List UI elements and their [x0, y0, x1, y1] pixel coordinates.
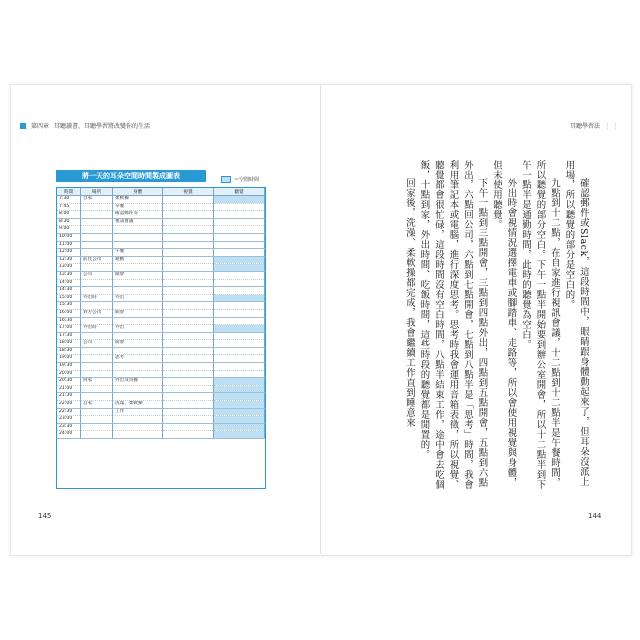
- paragraph-1: 確認郵件或Slack，這段時間中，眼睛跟身體動起來了，但耳朵沒派上用場，所以聽覺的部分是空白的。: [563, 160, 589, 487]
- time-cell: 20:30: [57, 378, 81, 386]
- visual-cell: [163, 256, 214, 264]
- col-header-visual: 視覺: [163, 188, 214, 196]
- time-cell: 16:30: [57, 317, 81, 325]
- time-cell: 20:00: [57, 370, 81, 378]
- table-row: [57, 241, 265, 249]
- table-row: [57, 196, 265, 204]
- visual-cell: [163, 211, 214, 219]
- place-cell: [81, 249, 113, 257]
- col-header-time: 時間: [57, 188, 81, 196]
- time-cell: 21:30: [57, 393, 81, 401]
- table-row: [57, 317, 265, 325]
- audio-cell: [214, 370, 265, 378]
- visual-cell: [163, 340, 214, 348]
- audio-cell: [214, 196, 265, 204]
- audio-cell: [214, 203, 265, 211]
- body-cell: 確認郵件等: [113, 211, 163, 219]
- page-number-right: 144: [588, 512, 602, 520]
- place-cell: [81, 287, 113, 295]
- time-cell: 12:00: [57, 249, 81, 257]
- body-cell: 午餐: [113, 249, 163, 257]
- paragraph-4: 下午一點到三點開會，三點到四點外出，四點到五點開會，五點到六點外出，六點回公司，六點到七點開會，七點到八點半是「思考」時間，我會利用筆記本或電腦，進行深度思考。思考時我會運用音箱表徵，所以視覺、聽覺都會很忙碌，這段時間沒有空白時間，八點半結束工作，途中會去吃個飯，十點到家，外出時間、吃飯時間，這些時段的聽覺都是閒置的。: [418, 160, 488, 490]
- audio-cell: [214, 347, 265, 355]
- time-cell: 8:00: [57, 211, 81, 219]
- legend-label: ＝空閒時間: [234, 177, 260, 183]
- visual-cell: [163, 355, 214, 363]
- place-cell: 前往公司: [81, 256, 113, 264]
- place-cell: [81, 385, 113, 393]
- place-cell: [81, 226, 113, 234]
- body-cell: [113, 332, 163, 340]
- header-decoration: ︙︙: [604, 123, 620, 131]
- visual-cell: [163, 226, 214, 234]
- body-cell: 開會: [113, 271, 163, 279]
- place-cell: 自家: [81, 196, 113, 204]
- audio-cell: [214, 431, 265, 439]
- visual-cell: [163, 363, 214, 371]
- audio-cell: [214, 385, 265, 393]
- table-row: [57, 279, 265, 287]
- table-header-row: [57, 188, 265, 196]
- place-cell: [81, 233, 113, 241]
- col-header-audio: 聽覺: [214, 188, 265, 196]
- place-cell: [81, 431, 113, 439]
- page-gutter: [320, 84, 321, 554]
- body-cell: [113, 363, 163, 371]
- body-cell: 思考: [113, 355, 163, 363]
- chart-title: 將一天的耳朵空閒時間製成圖表: [56, 170, 206, 182]
- time-cell: 9:00: [57, 226, 81, 234]
- paragraph-3: 外出時會視情況選擇電車或腳踏車、走路等，所以會使用視覺與身體，但未使用聽覺。: [491, 160, 517, 488]
- place-cell: [81, 393, 113, 401]
- body-cell: [113, 370, 163, 378]
- table-row: [57, 378, 265, 386]
- audio-cell: [214, 408, 265, 416]
- table-row: [57, 363, 265, 371]
- audio-cell: [214, 241, 265, 249]
- table-row: [57, 431, 265, 439]
- place-cell: 公司: [81, 271, 113, 279]
- visual-cell: [163, 347, 214, 355]
- time-cell: 18:00: [57, 340, 81, 348]
- time-cell: 24:00: [57, 431, 81, 439]
- visual-cell: [163, 287, 214, 295]
- place-cell: [81, 211, 113, 219]
- audio-cell: [214, 401, 265, 409]
- visual-cell: [163, 309, 214, 317]
- audio-cell: [214, 279, 265, 287]
- audio-cell: [214, 218, 265, 226]
- time-cell: 17:00: [57, 325, 81, 333]
- visual-cell: [163, 233, 214, 241]
- time-cell: 23:00: [57, 416, 81, 424]
- place-cell: [81, 347, 113, 355]
- left-running-header: [20, 121, 150, 130]
- place-cell: [81, 203, 113, 211]
- table-row: [57, 271, 265, 279]
- chapter-label: 第四章: [31, 123, 50, 130]
- place-cell: 外出時: [81, 325, 113, 333]
- place-cell: [81, 363, 113, 371]
- body-cell: [113, 302, 163, 310]
- place-cell: [81, 355, 113, 363]
- body-cell: 開會: [113, 309, 163, 317]
- place-cell: 公司: [81, 340, 113, 348]
- audio-cell: [214, 302, 265, 310]
- time-cell: 8:30: [57, 218, 81, 226]
- visual-cell: [163, 249, 214, 257]
- time-cell: 18:30: [57, 347, 81, 355]
- body-text: [354, 160, 590, 495]
- body-cell: [113, 317, 163, 325]
- body-cell: [113, 279, 163, 287]
- audio-cell: [214, 264, 265, 272]
- time-cell: 15:30: [57, 302, 81, 310]
- visual-cell: [163, 317, 214, 325]
- time-cell: 21:00: [57, 385, 81, 393]
- schedule-table: [56, 187, 265, 439]
- table-row: [57, 385, 265, 393]
- body-cell: [113, 241, 163, 249]
- chapter-title: 耳聽讀書、耳聽學習將改變你的生活: [54, 123, 151, 130]
- body-cell: [113, 226, 163, 234]
- table-row: [57, 233, 265, 241]
- time-cell: 13:30: [57, 271, 81, 279]
- visual-cell: [163, 196, 214, 204]
- time-cell: 17:30: [57, 332, 81, 340]
- time-cell: 7:30: [57, 196, 81, 204]
- time-cell: 11:00: [57, 241, 81, 249]
- col-header-place: 場所: [81, 188, 113, 196]
- visual-cell: [163, 271, 214, 279]
- time-cell: 12:30: [57, 256, 81, 264]
- visual-cell: [163, 385, 214, 393]
- place-cell: 外出時: [81, 294, 113, 302]
- chapter-marker-icon: [20, 123, 26, 129]
- table-row: [57, 218, 265, 226]
- audio-cell: [214, 249, 265, 257]
- time-cell: 19:00: [57, 355, 81, 363]
- time-cell: 22:30: [57, 408, 81, 416]
- audio-cell: [214, 317, 265, 325]
- place-cell: [81, 416, 113, 424]
- visual-cell: [163, 279, 214, 287]
- body-cell: [113, 264, 163, 272]
- table-row: [57, 355, 265, 363]
- table-row: [57, 211, 265, 219]
- table-row: [57, 332, 265, 340]
- table-row: [57, 264, 265, 272]
- body-cell: [113, 431, 163, 439]
- chart-legend: [221, 176, 259, 183]
- visual-cell: [163, 393, 214, 401]
- audio-cell: [214, 340, 265, 348]
- visual-cell: [163, 401, 214, 409]
- audio-cell: [214, 355, 265, 363]
- body-cell: [113, 385, 163, 393]
- audio-cell: [214, 294, 265, 302]
- table-row: [57, 347, 265, 355]
- body-cell: 外出及用餐: [113, 378, 163, 386]
- place-cell: [81, 332, 113, 340]
- table-row: [57, 370, 265, 378]
- body-cell: [113, 393, 163, 401]
- body-cell: [113, 287, 163, 295]
- table-row: [57, 226, 265, 234]
- place-cell: [81, 317, 113, 325]
- time-cell: 16:00: [57, 309, 81, 317]
- audio-cell: [214, 332, 265, 340]
- audio-cell: [214, 378, 265, 386]
- audio-cell: [214, 363, 265, 371]
- body-cell: 通勤: [113, 256, 163, 264]
- visual-cell: [163, 423, 214, 431]
- audio-cell: [214, 211, 265, 219]
- visual-cell: [163, 218, 214, 226]
- place-cell: 對方公司: [81, 309, 113, 317]
- legend-swatch: [221, 176, 231, 183]
- paragraph-2: 九點到十二點，在自家進行視訊會議，十二點到十二點半是午餐時間，所以聽覺的部分空白。下午一點半開始要到辦公室開會，所以十二點半到下午一點半是通勤時間，此時的聽覺為空白。: [520, 160, 560, 490]
- table-row: [57, 249, 265, 257]
- visual-cell: [163, 241, 214, 249]
- table-row: [57, 416, 265, 424]
- time-cell: 14:30: [57, 287, 81, 295]
- body-cell: 外出: [113, 294, 163, 302]
- audio-cell: [214, 271, 265, 279]
- time-cell: 15:00: [57, 294, 81, 302]
- place-cell: [81, 408, 113, 416]
- time-cell: 10:00: [57, 233, 81, 241]
- time-cell: 22:00: [57, 401, 81, 409]
- audio-cell: [214, 256, 265, 264]
- visual-cell: [163, 302, 214, 310]
- audio-cell: [214, 423, 265, 431]
- place-cell: [81, 241, 113, 249]
- body-cell: [113, 233, 163, 241]
- table-row: [57, 325, 265, 333]
- table-row: [57, 393, 265, 401]
- place-cell: 回家: [81, 378, 113, 386]
- table-row: [57, 302, 265, 310]
- body-cell: [113, 423, 163, 431]
- audio-cell: [214, 416, 265, 424]
- visual-cell: [163, 431, 214, 439]
- body-cell: 柔軟操: [113, 196, 163, 204]
- audio-cell: [214, 226, 265, 234]
- table-row: [57, 340, 265, 348]
- place-cell: [81, 264, 113, 272]
- table-row: [57, 256, 265, 264]
- body-cell: 視訊會議: [113, 218, 163, 226]
- visual-cell: [163, 370, 214, 378]
- table-row: [57, 309, 265, 317]
- visual-cell: [163, 203, 214, 211]
- visual-cell: [163, 264, 214, 272]
- place-cell: [81, 218, 113, 226]
- body-cell: 早餐: [113, 203, 163, 211]
- body-cell: 工作: [113, 408, 163, 416]
- right-running-header: [570, 121, 600, 130]
- body-cell: 外出: [113, 325, 163, 333]
- section-title: 耳聽學習法: [569, 123, 600, 130]
- table-row: [57, 203, 265, 211]
- audio-cell: [214, 393, 265, 401]
- audio-cell: [214, 287, 265, 295]
- place-cell: [81, 279, 113, 287]
- paragraph-5: 回家後，洗澡、柔軟操都完成，我會繼續工作直到睡意來: [404, 177, 415, 428]
- page-number-left: 145: [38, 512, 52, 520]
- audio-cell: [214, 309, 265, 317]
- table-row: [57, 294, 265, 302]
- table-row: [57, 401, 265, 409]
- table-row: [57, 423, 265, 431]
- time-cell: 19:30: [57, 363, 81, 371]
- time-cell: 23:30: [57, 423, 81, 431]
- body-cell: 開會: [113, 340, 163, 348]
- visual-cell: [163, 416, 214, 424]
- body-cell: [113, 416, 163, 424]
- visual-cell: [163, 378, 214, 386]
- body-cell: 洗澡、柔軟操: [113, 401, 163, 409]
- place-cell: [81, 423, 113, 431]
- time-cell: 7:45: [57, 203, 81, 211]
- visual-cell: [163, 332, 214, 340]
- place-cell: 自家: [81, 401, 113, 409]
- place-cell: [81, 302, 113, 310]
- time-cell: 13:00: [57, 264, 81, 272]
- audio-cell: [214, 233, 265, 241]
- visual-cell: [163, 294, 214, 302]
- audio-cell: [214, 325, 265, 333]
- visual-cell: [163, 325, 214, 333]
- visual-cell: [163, 408, 214, 416]
- table-row: [57, 287, 265, 295]
- body-cell: [113, 347, 163, 355]
- table-row: [57, 408, 265, 416]
- place-cell: [81, 370, 113, 378]
- col-header-body: 身體: [113, 188, 163, 196]
- time-cell: 14:00: [57, 279, 81, 287]
